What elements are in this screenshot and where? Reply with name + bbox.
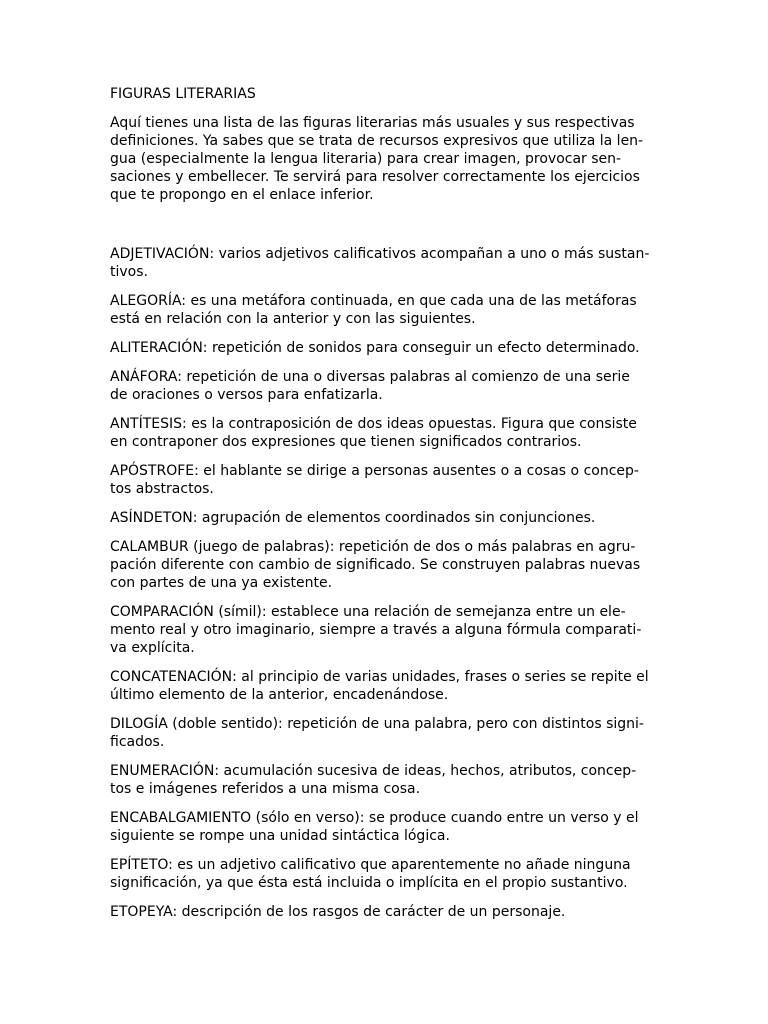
entry-alegoria: ALEGORÍA: es una metáfora continuada, en que cada una de las metáforas está en relación con la anterior y con las siguientes. (110, 293, 637, 327)
entry-dilogia: DILOGÍA (doble sentido): repetición de una palabra, pero con distintos signi- ficados. (110, 716, 644, 750)
entry-asindeton: ASÍNDETON: agrupación de elementos coordinados sin conjunciones. (110, 510, 596, 526)
document-body (110, 85, 660, 932)
intro-paragraph: Aquí tienes una lista de las figuras literarias más usuales y sus respectivas definiciones. Ya sabes que se trata de recursos expresivos que utiliza la len- gua (especialmente la lengua literaria) para crear imagen, provocar sen- saciones y embellecer. Te servirá para resolver correctamente los ejercicios que te propongo en el enlace inferior. (110, 115, 644, 203)
entry-etopeya: ETOPEYA: descripción de los rasgos de carácter de un personaje. (110, 904, 566, 920)
entry-aliteracion: ALITERACIÓN: repetición de sonidos para conseguir un efecto determinado. (110, 340, 640, 356)
entry-antitesis: ANTÍTESIS: es la contraposición de dos ideas opuestas. Figura que consiste en contraponer dos expresiones que tienen significados contrarios. (110, 416, 637, 450)
entry-encabalgamiento: ENCABALGAMIENTO (sólo en verso): se produce cuando entre un verso y el siguiente se rompe una unidad sintáctica lógica. (110, 810, 639, 844)
entry-enumeracion: ENUMERACIÓN: acumulación sucesiva de ideas, hechos, atributos, concep- tos e imágenes referidos a una misma cosa. (110, 763, 637, 797)
entry-apostrofe: APÓSTROFE: el hablante se dirige a personas ausentes o a cosas o concep- tos abstractos. (110, 463, 639, 497)
entry-comparacion: COMPARACIÓN (símil): establece una relación de semejanza entre un ele- mento real y otro imaginario, siempre a través a alguna fórmula comparati- va explícita. (110, 604, 642, 656)
entry-epiteto: EPÍTETO: es un adjetivo calificativo que aparentemente no añade ninguna significación, ya que ésta está incluida o implícita en el propio sustantivo. (110, 857, 631, 891)
entry-adjetivacion: ADJETIVACIÓN: varios adjetivos calificativos acompañan a uno o más sustan- tivos. (110, 246, 650, 280)
entry-calambur: CALAMBUR (juego de palabras): repetición de dos o más palabras en agru- pación diferente con cambio de significado. Se construyen palabras nuevas con partes de una ya existente. (110, 539, 641, 591)
entry-anafora: ANÁFORA: repetición de una o diversas palabras al comienzo de una serie de oraciones o versos para enfatizarla. (110, 369, 630, 403)
entry-concatenacion: CONCATENACIÓN: al principio de varias unidades, frases o series se repite el último elemento de la anterior, encadenándose. (110, 669, 649, 703)
document-title: FIGURAS LITERARIAS (110, 86, 256, 102)
